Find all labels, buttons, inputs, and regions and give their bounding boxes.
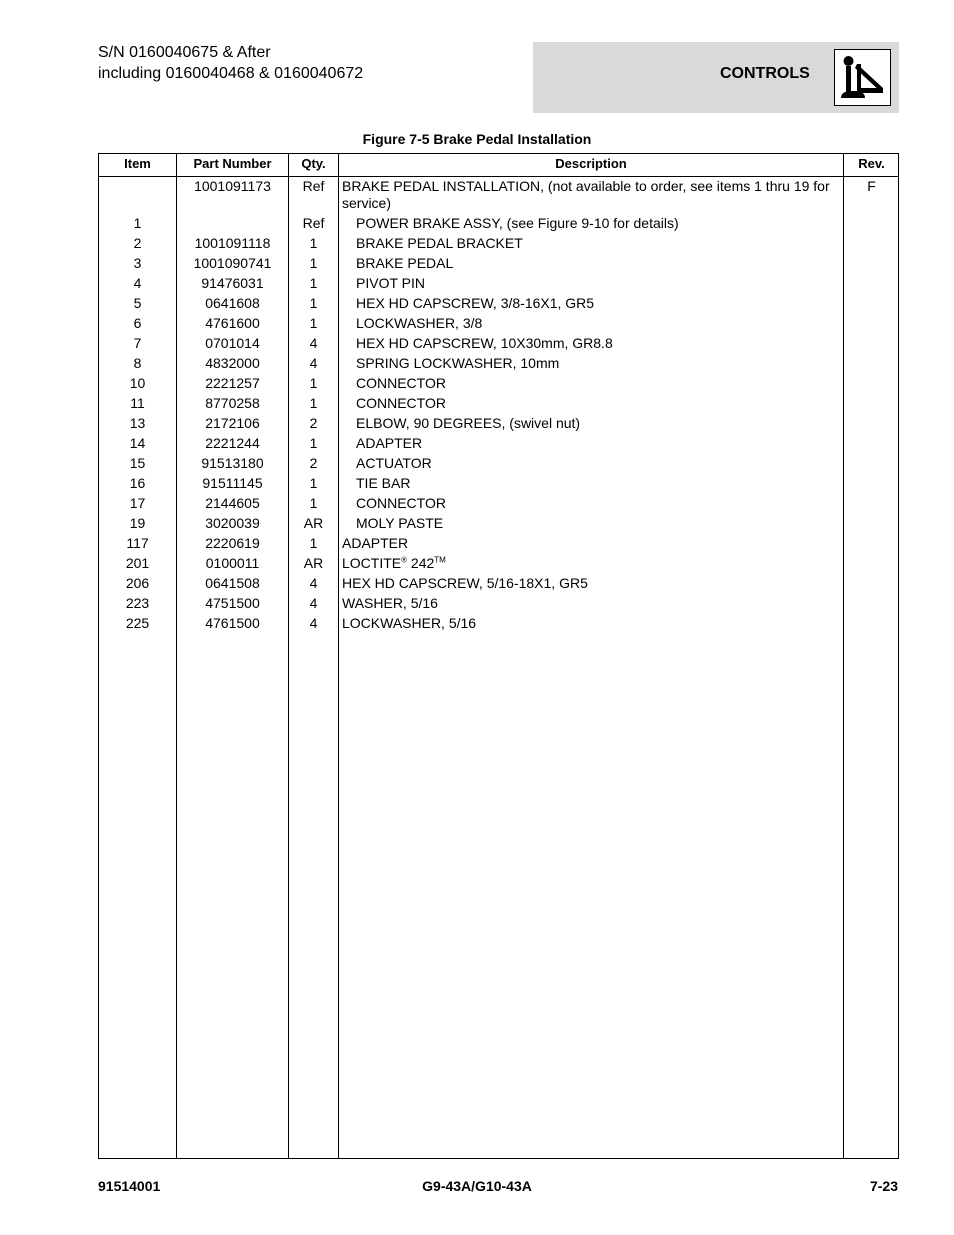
item-number: 1 xyxy=(133,215,142,231)
part-number: 0701014 xyxy=(205,335,260,351)
quantity: 4 xyxy=(309,615,318,631)
quantity: Ref xyxy=(302,178,325,194)
item-number: 4 xyxy=(133,275,142,291)
item-number: 5 xyxy=(133,295,142,311)
table-row xyxy=(99,574,898,594)
item-number: 225 xyxy=(125,615,150,631)
table-row xyxy=(99,354,898,374)
description: ADAPTER xyxy=(342,535,409,551)
item-number: 19 xyxy=(129,515,146,531)
quantity: 1 xyxy=(309,315,318,331)
description: LOCTITE® 242™ xyxy=(342,555,446,571)
table-row xyxy=(99,554,898,574)
table-row xyxy=(99,454,898,474)
description: LOCKWASHER, 3/8 xyxy=(356,315,483,331)
quantity: 4 xyxy=(309,575,318,591)
table-row xyxy=(99,177,898,214)
part-number: 4751500 xyxy=(205,595,260,611)
quantity: 1 xyxy=(309,495,318,511)
item-number: 223 xyxy=(125,595,150,611)
joystick-controls-icon xyxy=(834,49,891,106)
description: WASHER, 5/16 xyxy=(342,595,438,611)
description: HEX HD CAPSCREW, 3/8-16X1, GR5 xyxy=(356,295,595,311)
description: MOLY PASTE xyxy=(356,515,444,531)
table-row xyxy=(99,374,898,394)
table-row xyxy=(99,234,898,254)
quantity: 1 xyxy=(309,395,318,411)
table-row xyxy=(99,214,898,234)
part-number: 91476031 xyxy=(201,275,264,291)
column-header-rev: Rev. xyxy=(858,156,885,171)
item-number: 11 xyxy=(130,395,145,411)
footer-doc-number: 91514001 xyxy=(98,1178,161,1194)
figure-title: Figure 7-5 Brake Pedal Installation xyxy=(362,131,592,147)
quantity: 1 xyxy=(309,475,318,491)
table-row xyxy=(99,274,898,294)
quantity: 4 xyxy=(309,595,318,611)
description: CONNECTOR xyxy=(356,375,446,391)
part-number: 4761500 xyxy=(205,615,260,631)
description: HEX HD CAPSCREW, 10X30mm, GR8.8 xyxy=(356,335,613,351)
description: ELBOW, 90 DEGREES, (swivel nut) xyxy=(356,415,581,431)
table-body xyxy=(99,177,898,634)
item-number: 201 xyxy=(125,555,150,571)
table-row xyxy=(99,254,898,274)
item-number: 8 xyxy=(133,355,142,371)
item-number: 10 xyxy=(129,375,146,391)
quantity: 1 xyxy=(309,535,318,551)
table-row xyxy=(99,314,898,334)
description: CONNECTOR xyxy=(356,395,446,411)
quantity: 1 xyxy=(309,375,318,391)
table-row xyxy=(99,594,898,614)
part-number: 1001090741 xyxy=(193,255,272,271)
description: TIE BAR xyxy=(356,475,411,491)
footer-model: G9-43A/G10-43A xyxy=(422,1178,532,1194)
part-number: 2172106 xyxy=(205,415,260,431)
item-number: 14 xyxy=(129,435,146,451)
part-number: 4761600 xyxy=(205,315,260,331)
table-row xyxy=(99,474,898,494)
part-number: 1001091173 xyxy=(194,178,271,194)
table-row xyxy=(99,394,898,414)
item-number: 17 xyxy=(129,495,146,511)
part-number: 8770258 xyxy=(205,395,260,411)
part-number: 2221244 xyxy=(205,435,260,451)
table-row xyxy=(99,414,898,434)
part-number: 0100011 xyxy=(205,555,260,571)
table-row xyxy=(99,334,898,354)
quantity: AR xyxy=(303,515,324,531)
quantity: 1 xyxy=(309,295,318,311)
quantity: 2 xyxy=(309,415,318,431)
item-number: 6 xyxy=(133,315,142,331)
column-header-description: Description xyxy=(555,156,627,171)
section-header xyxy=(533,42,899,113)
quantity: 1 xyxy=(309,435,318,451)
quantity: 2 xyxy=(309,455,318,471)
quantity: 1 xyxy=(309,275,318,291)
part-number: 2144605 xyxy=(205,495,260,511)
part-number: 2220619 xyxy=(205,535,260,551)
part-number: 0641508 xyxy=(205,575,260,591)
quantity: 4 xyxy=(309,355,318,371)
column-header-part-number: Part Number xyxy=(193,156,272,171)
table-row xyxy=(99,434,898,454)
item-number: 13 xyxy=(129,415,146,431)
column-header-item: Item xyxy=(124,156,151,171)
description: BRAKE PEDAL xyxy=(356,255,454,271)
table-row xyxy=(99,534,898,554)
table-row xyxy=(99,614,898,634)
part-number: 1001091118 xyxy=(194,235,271,251)
serial-line-2: including 0160040468 & 0160040672 xyxy=(98,65,364,82)
description: CONNECTOR xyxy=(356,495,446,511)
description: BRAKE PEDAL INSTALLATION, (not available to order, see items 1 thru 19 for service) xyxy=(342,178,830,211)
part-number: 0641608 xyxy=(205,295,260,311)
part-number: 91513180 xyxy=(201,455,264,471)
part-number: 4832000 xyxy=(205,355,260,371)
description: BRAKE PEDAL BRACKET xyxy=(356,235,523,251)
description: HEX HD CAPSCREW, 5/16-18X1, GR5 xyxy=(342,575,588,591)
description: ACTUATOR xyxy=(356,455,432,471)
table-row xyxy=(99,514,898,534)
section-title: CONTROLS xyxy=(720,65,810,82)
revision: F xyxy=(867,178,876,194)
item-number: 16 xyxy=(129,475,146,491)
part-number: 91511145 xyxy=(202,475,263,491)
quantity: 4 xyxy=(309,335,318,351)
part-number: 2221257 xyxy=(205,375,260,391)
item-number: 3 xyxy=(133,255,142,271)
item-number: 117 xyxy=(126,535,149,551)
description: POWER BRAKE ASSY, (see Figure 9-10 for details) xyxy=(356,215,679,231)
part-number: 3020039 xyxy=(205,515,260,531)
quantity: 1 xyxy=(309,235,318,251)
table-row xyxy=(99,494,898,514)
item-number: 2 xyxy=(133,235,142,251)
quantity: 1 xyxy=(309,255,318,271)
parts-table xyxy=(98,153,899,1159)
serial-line-1: S/N 0160040675 & After xyxy=(98,44,271,61)
item-number: 206 xyxy=(125,575,150,591)
description: PIVOT PIN xyxy=(356,275,425,291)
item-number: 7 xyxy=(133,335,142,351)
quantity: Ref xyxy=(302,215,325,231)
footer-page-number: 7-23 xyxy=(869,1178,898,1194)
serial-number-block xyxy=(98,42,363,84)
item-number: 15 xyxy=(129,455,146,471)
column-header-qty: Qty. xyxy=(301,156,326,171)
table-row xyxy=(99,294,898,314)
description: ADAPTER xyxy=(356,435,423,451)
description: LOCKWASHER, 5/16 xyxy=(342,615,477,631)
quantity: AR xyxy=(303,555,324,571)
description: SPRING LOCKWASHER, 10mm xyxy=(356,355,560,371)
